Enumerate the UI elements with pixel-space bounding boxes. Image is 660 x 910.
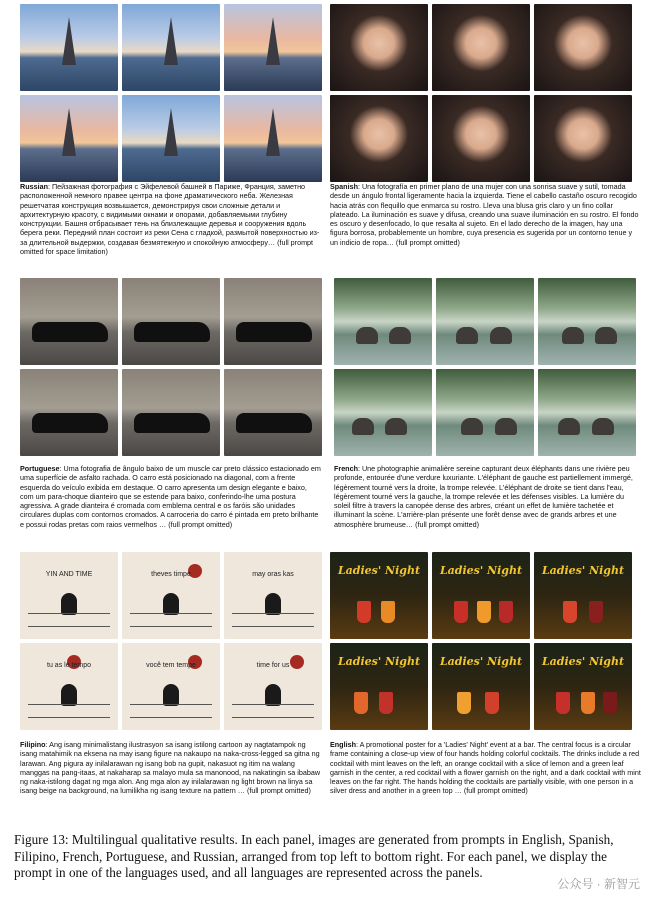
generated-image: Ladies' Night	[330, 643, 428, 730]
generated-image: tu as le tempo	[20, 643, 118, 730]
generated-image: may oras kas	[224, 552, 322, 639]
generated-image: theves timpe	[122, 552, 220, 639]
generated-image: Ladies' Night	[534, 552, 632, 639]
generated-image: Ladies' Night	[534, 643, 632, 730]
prompt-caption-english: English: A promotional poster for a 'Ladies' Night' event at a bar. The central focus is a circular frame containing a close-up view of four hands holding colorful cocktails. The drinks include a red cocktail with mint leaves on the left, an orange cocktail with a slice of lemon and a green leaf garnish in the center, a red cocktail with a flower garnish on the right, and a dark cocktail with mint leaves on the far right. The hands holding the cocktails are partially visible, with one person in a silver dress and another in a green top … (full prompt omitted)	[330, 740, 641, 796]
generated-image	[122, 95, 220, 182]
prompt-caption-russian: Russian: Пейзажная фотография с Эйфелевой башней в Париже, Франция, заметно расположенной немного правее центра на фоне драматического неба. Железная решетчатая конструкция возвышается, демонстрируя свои сложные детали и архитектурную красоту, с видимыми окнами и опорами, добавляемыми глубину конструкции. Башня отбрасывает тень на близлежащие деревья и сооружения вдоль берега реки. Передний план состоит из реки Сена с гладкой, размытой поверхностью из-за длительной выдержки, создавая безмятежную и спокойную атмосферу… (full prompt omitted for space limitation)	[20, 182, 320, 257]
prompt-caption-filipino: Filipino: Ang isang minimalistang ilustrasyon sa isang istilong cartoon ay nagtatampok ng isang matahimik na eksena na may isang figure na nakaupo na naka-cross-legged sa gitna ng larawan. Ang pigura ay inilalarawan ng isang bob na gupit, nakasuot ng itim na walang manggas na pang-itaas, at nakaharap sa malayo mula sa manonood, na nakatingin sa ibabaw ng naka-istilong dagat ng mga alon. Ang mga alon ay inilalarawan ng light brown na linya sa isang beige na background, na lumilikha ng isang texture na pattern … (full prompt omitted)	[20, 740, 321, 796]
generated-image	[20, 95, 118, 182]
generated-image	[436, 369, 534, 456]
image-grid-spanish	[330, 4, 632, 182]
generated-image	[224, 369, 322, 456]
generated-image: Ladies' Night	[432, 552, 530, 639]
generated-image	[534, 95, 632, 182]
generated-image	[20, 278, 118, 365]
generated-image	[538, 278, 636, 365]
generated-image: você tem tempe	[122, 643, 220, 730]
generated-image	[436, 278, 534, 365]
generated-image	[122, 369, 220, 456]
image-grid-russian	[20, 4, 322, 182]
generated-image	[334, 369, 432, 456]
generated-image	[122, 278, 220, 365]
image-grid-french	[334, 278, 636, 456]
image-grid-filipino	[20, 552, 322, 730]
prompt-caption-french: French: Une photographie animalière sereine capturant deux éléphants dans une rivière peu profonde, entourée d'une verdure luxuriante. L'éléphant de gauche est partiellement immergé, légèrement tourné vers la droite, la trompe relevée. L'éléphant de droite se tient dans l'eau, légèrement tourné vers la gauche, la trompe relevée et les défenses visibles. La lumière du soleil filtre à travers la canopée dense des arbres, créant un effet de lumière tachetée et illuminant la scène. L'arrière-plan présente une forêt dense avec de grands arbres et une atmosphère brumeuse… (full prompt omitted)	[334, 464, 633, 529]
generated-image	[20, 369, 118, 456]
generated-image	[432, 4, 530, 91]
generated-image: Ladies' Night	[330, 552, 428, 639]
generated-image: YIN AND TIME	[20, 552, 118, 639]
generated-image	[432, 95, 530, 182]
generated-image: time for us	[224, 643, 322, 730]
prompt-caption-portuguese: Portuguese: Uma fotografia de ângulo baixo de um muscle car preto clássico estacionado em uma superfície de asfalto rachada. O carro está posicionado na diagonal, com a frente esquerda do veículo exibida em destaque. O carro apresenta um design elegante e baixo, com um para-choque dianteiro que se estende para baixo, conferindo-lhe uma postura agressiva. A grade dianteira é cromada com emblema central e os faróis são unidades circulares duplas com contornos cromados. A carroceria do carro é pintada em preto brilhante e possui rodas pretas com raios vermelhos … (full prompt omitted)	[20, 464, 321, 529]
generated-image	[224, 278, 322, 365]
generated-image	[330, 4, 428, 91]
image-grid-english	[330, 552, 632, 730]
generated-image	[334, 278, 432, 365]
generated-image	[224, 4, 322, 91]
generated-image	[330, 95, 428, 182]
prompt-caption-spanish: Spanish: Una fotografía en primer plano de una mujer con una sonrisa suave y sutil, tomada desde un ángulo frontal ligeramente hacia la izquierda. Tiene el cabello castaño oscuro recogido hacia atrás con flequillo que enmarca su rostro. Lleva una blusa gris claro y un fino collar plateado. La iluminación es suave y difusa, creando una suave iluminación en su rostro. El fondo es oscuro y desenfocado, lo que resalta al sujeto. En el lado derecho de la imagen, hay una figura borrosa, probablemente un hombre, cuya presencia es sugerida por un contorno tenue y un indicio de ropa… (full prompt omitted)	[330, 182, 639, 247]
watermark: 公众号 · 新智元	[557, 877, 640, 891]
generated-image	[122, 4, 220, 91]
figure-caption: Figure 13: Multilingual qualitative results. In each panel, images are generated from prompts in English, Spanish, Filipino, French, Portuguese, and Russian, arranged from top left to bottom right. For each panel, we display the prompt in one of the languages used, and all languages are represented across the panels.	[14, 832, 614, 880]
generated-image	[538, 369, 636, 456]
generated-image	[20, 4, 118, 91]
generated-image	[224, 95, 322, 182]
generated-image: Ladies' Night	[432, 643, 530, 730]
generated-image	[534, 4, 632, 91]
image-grid-portuguese	[20, 278, 322, 456]
